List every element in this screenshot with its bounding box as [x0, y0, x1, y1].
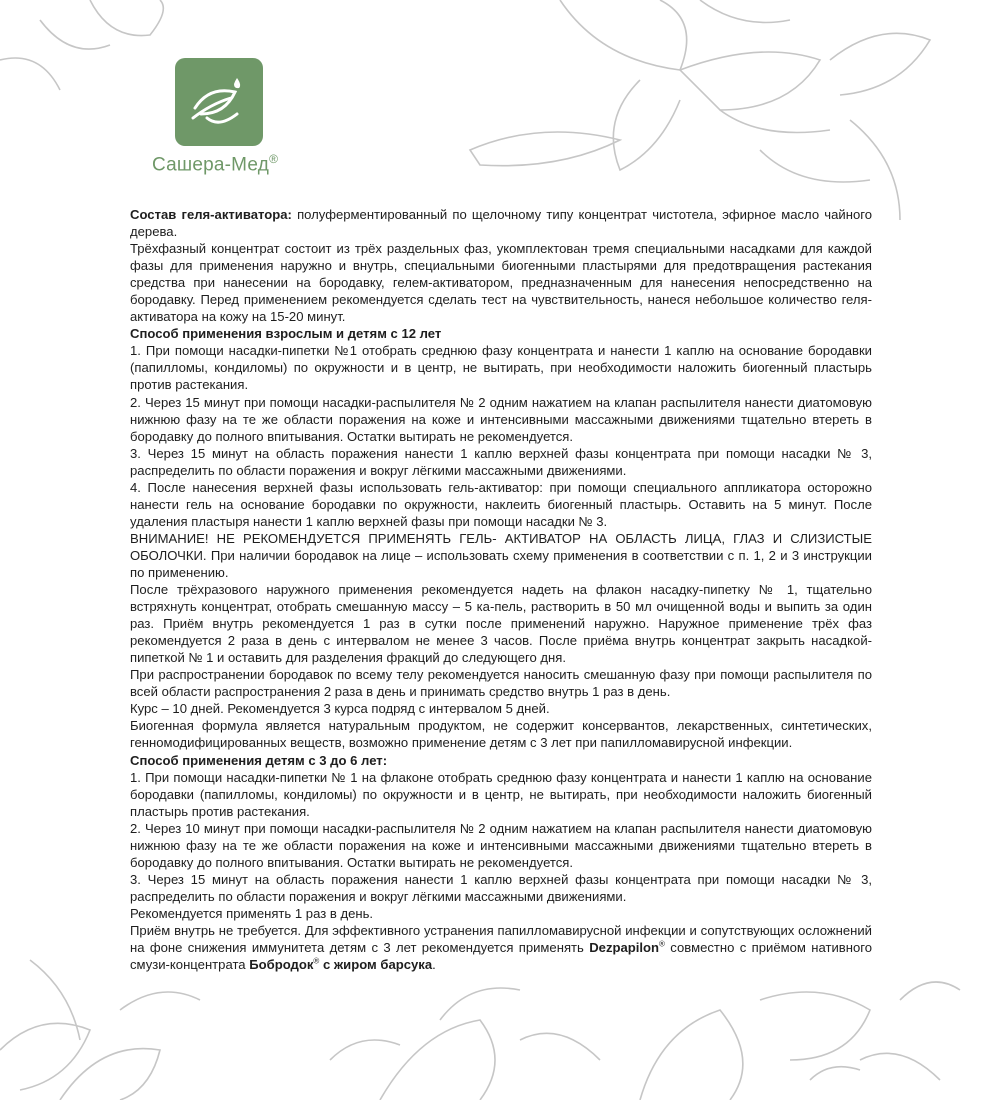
paragraph: [130, 769, 872, 820]
paragraph-text: 1. При помощи насадки-пипетки №1 отобрать среднюю фазу концентрата и нанести 1 каплю на основание бородавки (папилломы, кондиломы) по окружности и в центр, не вытирать, при необходимости наложить биогенный пластырь против растекания.: [130, 343, 872, 393]
brand-name: [152, 152, 278, 176]
section-heading-text: Способ применения взрослым и детям с 12 лет: [130, 326, 442, 342]
paragraph-text: 1. При помощи насадки-пипетки № 1 на флаконе отобрать среднюю фазу концентрата и нанести 1 каплю на основание бородавки (папилломы, кондиломы) по окружности и в центр, не вытирать, при необходимости наложить биогенный пластырь против растекания.: [130, 769, 872, 819]
section-heading: [130, 752, 872, 769]
paragraph-text: При распространении бородавок по всему телу рекомендуется наносить смешанную фазу при помощи распылителя по всей области распространения 2 раза в день и принимать средство внутрь 1 раз в день.: [130, 667, 872, 700]
paragraph: [130, 820, 872, 871]
paragraph-text: 2. Через 10 минут при помощи насадки-распылителя № 2 одним нажатием на клапан распылителя нанести диатомовую нижнюю фазу на те же области поражения на коже и интенсивными массажными движениями тщательно втереть в бородавку до полного впитывания. Остатки вытирать не рекомендуется.: [130, 820, 872, 870]
paragraph: [130, 342, 872, 393]
paragraph: [130, 922, 872, 973]
paragraph-text: Рекомендуется применять 1 раз в день.: [130, 905, 374, 921]
paragraph: [130, 206, 872, 240]
paragraph-fragment: Бобродок: [249, 957, 314, 973]
paragraph-text: полуферментированный по щелочному типу концентрат чистотела, эфирное масло чайного дерева.: [130, 207, 873, 240]
paragraph-text: 3. Через 15 минут на область поражения нанести 1 каплю верхней фазы концентрата при помощи насадки № 3, распределить по области поражения и вокруг лёгкими массажными движениями.: [130, 445, 872, 478]
paragraph-fragment: .: [432, 957, 436, 973]
paragraph: [130, 581, 872, 666]
paragraph-text: После трёхразового наружного применения рекомендуется надеть на флакон насадку-пипетку № 1, тщательно встряхнуть концентрат, отобрать смешанную массу – 5 ка-пель, растворить в 50 мл очищенной воды и выпить за один раз. Приём внутрь рекомендуется 1 раз в сутки после применений наружно. Наружное применение трёх фаз рекомендуется 2 раза в день с интервалом не менее 3 часов. После приёма внутрь концентрат закрыть насадкой-пипеткой № 1 и оставить для разделения фракций до следующего дня.: [130, 582, 872, 666]
paragraph-fragment: Приём внутрь не требуется. Для эффективного устранения папилломавирусной инфекции и сопутствующих осложнений на фоне снижения иммунитета детям с 3 лет рекомендуется применять: [130, 922, 872, 956]
instruction-text: [130, 206, 872, 973]
paragraph-text: ВНИМАНИЕ! НЕ РЕКОМЕНДУЕТСЯ ПРИМЕНЯТЬ ГЕЛЬ- АКТИВАТОР НА ОБЛАСТЬ ЛИЦА, ГЛАЗ И СЛИЗИСТЫЕ ОБОЛОЧКИ. При наличии бородавок на лице – использовать схему применения в соответствии с п. 1, 2 и 3 инструкции по применению.: [130, 530, 872, 580]
paragraph-text: 4. После нанесения верхней фазы использовать гель-активатор: при помощи специального аппликатора осторожно нанести гель на основание бородавки по окружности, наклеить биогенный пластырь. Оставить на 5 минут. После удаления пластыря нанести 1 каплю верхней фазы при помощи насадки № 3.: [130, 479, 872, 529]
paragraph-text: Трёхфазный концентрат состоит из трёх раздельных фаз, укомплектован тремя специальными насадками для каждой фазы для применения наружно и внутрь, специальными биогенными пластырями для предотвращения растекания средства при нанесении на бородавку, гелем-активатором, предназначенным для нанесения непосредственно на бородавку. Перед применением рекомендуется сделать тест на чувствительность, нанеся небольшое количество геля-активатора на кожу на 15-20 минут.: [130, 241, 872, 325]
paragraph-text: Биогенная формула является натуральным продуктом, не содержит консервантов, лекарственных, синтетических, генномодифицированных веществ, возможно применение детям с 3 лет при папилломавирусной инфекции.: [130, 718, 872, 751]
paragraph-fragment: ®: [659, 939, 665, 949]
section-heading-text: Способ применения детям с 3 до 6 лет:: [130, 752, 388, 768]
paragraph-fragment: ®: [313, 956, 320, 966]
brand-logo: [175, 58, 263, 146]
brand-name-text: Сашера-Мед: [152, 154, 270, 176]
paragraph-fragment: совместно с приёмом нативного смузи-концентрата: [130, 940, 872, 973]
paragraph-fragment: с жиром барсука: [319, 957, 433, 973]
paragraph-text: 2. Через 15 минут при помощи насадки-распылителя № 2 одним нажатием на клапан распылителя нанести диатомовую нижнюю фазу на те же области поражения на коже и интенсивными массажными движениями тщательно втереть в бородавку до полного впитывания. Остатки вытирать не рекомендуется.: [130, 394, 872, 444]
paragraph: [130, 700, 872, 717]
paragraph: [130, 479, 872, 530]
registered-mark: ®: [269, 152, 279, 166]
paragraph: [130, 445, 872, 479]
leaf-drop-icon: [187, 74, 251, 130]
paragraph: [130, 905, 872, 922]
paragraph: [130, 240, 872, 325]
paragraph-lead: Состав геля-активатора:: [130, 207, 292, 222]
paragraph: [130, 394, 872, 445]
paragraph-fragment: Dezpapilon: [589, 940, 660, 956]
paragraph: [130, 666, 872, 700]
section-heading: [130, 325, 872, 342]
paragraph-text: Курс – 10 дней. Рекомендуется 3 курса подряд с интервалом 5 дней.: [130, 701, 550, 717]
paragraph: [130, 530, 872, 581]
paragraph: [130, 717, 872, 751]
paragraph-text: 3. Через 15 минут на область поражения нанести 1 каплю верхней фазы концентрата при помощи насадки № 3, распределить по области поражения и вокруг лёгкими массажными движениями.: [130, 871, 872, 904]
paragraph: [130, 871, 872, 905]
